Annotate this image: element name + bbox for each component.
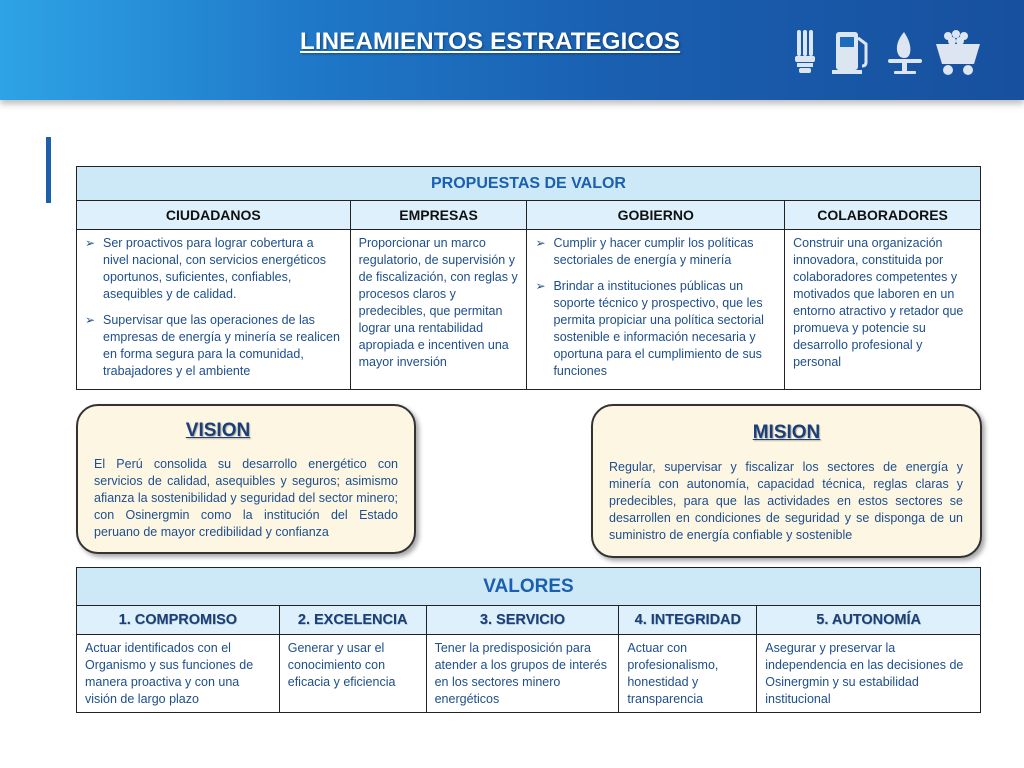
mining-cart-icon: [936, 30, 980, 75]
vision-card: [76, 404, 416, 554]
valores-title: VALORES: [77, 568, 981, 606]
sector-icons: [788, 28, 988, 78]
fuel-pump-icon: [832, 32, 866, 74]
list-item: ➢ Supervisar que las operaciones de las empresas de energía y minería se realicen en forma segura para la comunidad, trabajadores y el ambiente: [85, 312, 342, 380]
mision-card: [591, 404, 982, 558]
propuestas-table: [76, 166, 981, 390]
column-ciudadanos: CIUDADANOS: [77, 201, 351, 230]
column-integridad: 4. INTEGRIDAD: [619, 606, 757, 635]
column-autonomia: 5. AUTONOMÍA: [757, 606, 981, 635]
accent-bar: [46, 137, 51, 203]
cell-servicio: Tener la predisposición para atender a los grupos de interés en los sectores minero energéticos: [426, 635, 619, 713]
valores-table: [76, 567, 981, 713]
cell-colaboradores: Construir una organización innovadora, constituida por colaboradores competentes y motivados que laboren en un entorno atractivo y retador que promueva y potencie su desarrollo profesional y personal: [785, 230, 981, 390]
column-empresas: EMPRESAS: [350, 201, 527, 230]
list-item: ➢ Cumplir y hacer cumplir los políticas sectoriales de energía y minería: [535, 235, 776, 269]
cell-compromiso: Actuar identificados con el Organismo y sus funciones de manera proactiva y con una visión de largo plazo: [77, 635, 280, 713]
lightbulb-icon: [795, 30, 815, 73]
cell-integridad: Actuar con profesionalismo, honestidad y transparencia: [619, 635, 757, 713]
propuestas-title: PROPUESTAS DE VALOR: [77, 167, 981, 201]
cell-ciudadanos: [77, 230, 351, 390]
column-excelencia: 2. EXCELENCIA: [279, 606, 426, 635]
cell-empresas: Proporcionar un marco regulatorio, de supervisión y de fiscalización, con reglas y procesos claros y predecibles, que permitan lograr una rentabilidad apropiada e incentiven una mayor inversión: [350, 230, 527, 390]
mision-title: MISION: [752, 422, 821, 443]
cell-gobierno: [527, 230, 785, 390]
page-title: LINEAMIENTOS ESTRATEGICOS: [300, 28, 681, 55]
header-banner: [0, 0, 1024, 100]
list-item: ➢ Ser proactivos para lograr cobertura a nivel nacional, con servicios energéticos oportunos, suficientes, confiables, asequibles y de calidad.: [85, 235, 342, 303]
list-item: ➢ Brindar a instituciones públicas un soporte técnico y prospectivo, que les permita propiciar una política sectorial sostenible e información necesaria y oportuna para el cumplimiento de sus funciones: [535, 278, 776, 380]
gas-flame-icon: [888, 32, 922, 74]
column-colaboradores: COLABORADORES: [785, 201, 981, 230]
mision-text: Regular, supervisar y fiscalizar los sectores de energía y minería con autonomía, capacidad técnica, reglas claras y predecibles, para que las actividades en estos sectores se desarrollen en condiciones de seguridad y se disponga de un suministro de energía confiable y sostenible: [609, 460, 963, 542]
column-servicio: 3. SERVICIO: [426, 606, 619, 635]
column-gobierno: GOBIERNO: [527, 201, 785, 230]
vision-title: VISION: [185, 420, 251, 441]
cell-autonomia: Asegurar y preservar la independencia en las decisiones de Osinergmin y su estabilidad institucional: [757, 635, 981, 713]
cell-excelencia: Generar y usar el conocimiento con eficacia y eficiencia: [279, 635, 426, 713]
vision-text: El Perú consolida su desarrollo energético con servicios de calidad, asequibles y seguros; asimismo afianza la sostenibilidad y seguridad del sector minero; con Osinergmin como la institución del Estado peruano de mayor credibilidad y confianza: [94, 457, 398, 539]
column-compromiso: 1. COMPROMISO: [77, 606, 280, 635]
